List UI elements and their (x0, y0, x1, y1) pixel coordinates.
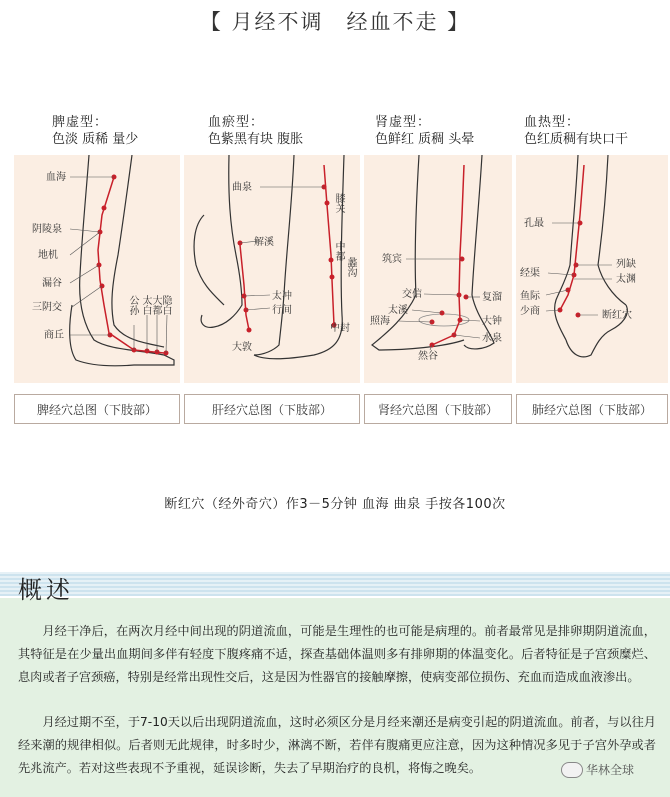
point-label: 中封 (330, 323, 350, 334)
point-label: 地机 (38, 250, 58, 261)
point-label: 断红穴 (602, 310, 632, 321)
point-label-vertical: 中都 (335, 242, 346, 263)
point-label: 解溪 (254, 237, 274, 248)
leg-illustration (14, 155, 180, 383)
point-label: 商丘 (44, 330, 64, 341)
point-label: 经渠 (520, 268, 540, 279)
point-label: 水泉 (482, 333, 502, 344)
point-label: 太冲 (272, 291, 292, 302)
section-stripe (0, 572, 670, 596)
type-blood-stasis (208, 114, 358, 148)
section-heading: 概述 (18, 576, 74, 604)
point-label: 大敦 (232, 342, 252, 353)
point-label: 大钟 (482, 316, 502, 327)
overview-paragraph: 月经过期不至，于7-10天以后出现阴道流血，这时必须区分是月经来潮还是病变引起的阴道流血。前者，与以往月经来潮的规律相似。后者则无此规律，时多时少，淋漓不断，若伴有腹痛更应注意，因为这种情况多见于子宫外孕或者先兆流产。若对这些表现不予重视，延误诊断，失去了早期治疗的良机，将悔之晚矣。 (18, 715, 656, 775)
diagram-caption: 肝经穴总图（下肢部） (184, 394, 360, 424)
point-label-vertical: 大都 (152, 296, 163, 317)
overview-paragraph: 月经干净后，在两次月经中间出现的阴道流血，可能是生理性的也可能是病理的。前者最常见是排卵期阴道流血，其特征是在少量出血期间多伴有轻度下腹疼痛不适，探查基础体温则多有排卵期的体温变化。后者特征是子宫颈糜烂、息肉或者子宫颈癌，特别是经常出现性交后，这是因为性器官的接触摩擦，使病变部位损伤、充血而造成血液渗出。 (18, 624, 656, 684)
point-label: 交信 (402, 289, 422, 300)
spleen-meridian-diagram (14, 155, 180, 383)
point-label-vertical: 太白 (142, 296, 153, 317)
diagram-caption: 脾经穴总图（下肢部） (14, 394, 180, 424)
watermark-text: 华林全球 (586, 763, 635, 777)
type-name: 肾虚型： (375, 115, 432, 130)
point-label-vertical: 蠡沟 (347, 258, 358, 279)
type-desc: 色淡 质稀 量少 (52, 132, 139, 147)
wechat-icon (561, 762, 583, 778)
type-spleen-deficiency (52, 114, 202, 148)
point-label: 列缺 (616, 259, 636, 270)
type-desc: 色紫黑有块 腹胀 (208, 132, 304, 147)
point-label: 漏谷 (42, 278, 62, 289)
treatment-note: 断红穴（经外奇穴）作3－5分钟 血海 曲泉 手按各100次 (164, 497, 506, 512)
point-label: 孔最 (524, 218, 544, 229)
point-label-vertical: 公孙 (129, 296, 140, 317)
leg-illustration (184, 155, 360, 383)
point-label: 行间 (272, 305, 292, 316)
diagram-caption: 肾经穴总图（下肢部） (364, 394, 512, 424)
point-label: 曲泉 (232, 182, 252, 193)
point-label: 照海 (370, 316, 390, 327)
point-label: 少商 (520, 306, 540, 317)
liver-meridian-diagram (184, 155, 360, 383)
type-name: 脾虚型： (52, 115, 109, 130)
type-name: 血热型： (524, 115, 581, 130)
point-label: 太渊 (616, 274, 636, 285)
leg-illustration (364, 155, 512, 383)
point-label: 鱼际 (520, 291, 540, 302)
diagram-caption: 肺经穴总图（下肢部） (516, 394, 668, 424)
point-label-vertical: 隐白 (162, 296, 173, 317)
point-label-vertical: 膝关 (335, 194, 346, 215)
point-label: 三阴交 (32, 302, 62, 313)
point-label: 血海 (46, 172, 66, 183)
type-desc: 色鲜红 质稠 头晕 (375, 132, 475, 147)
watermark (561, 761, 634, 778)
type-kidney-deficiency (375, 114, 525, 148)
point-label: 筑宾 (382, 254, 402, 265)
type-blood-heat (524, 114, 670, 148)
point-label: 太溪 (388, 305, 408, 316)
type-desc: 色红质稠有块口干 (524, 132, 629, 147)
lung-meridian-diagram (516, 155, 668, 383)
type-name: 血瘀型： (208, 115, 265, 130)
point-label: 复溜 (482, 292, 502, 303)
kidney-meridian-diagram (364, 155, 512, 383)
point-label: 然谷 (418, 351, 438, 362)
page-title: 【 月经不调 经血不走 】 (199, 10, 471, 34)
point-label: 阴陵泉 (32, 224, 62, 235)
